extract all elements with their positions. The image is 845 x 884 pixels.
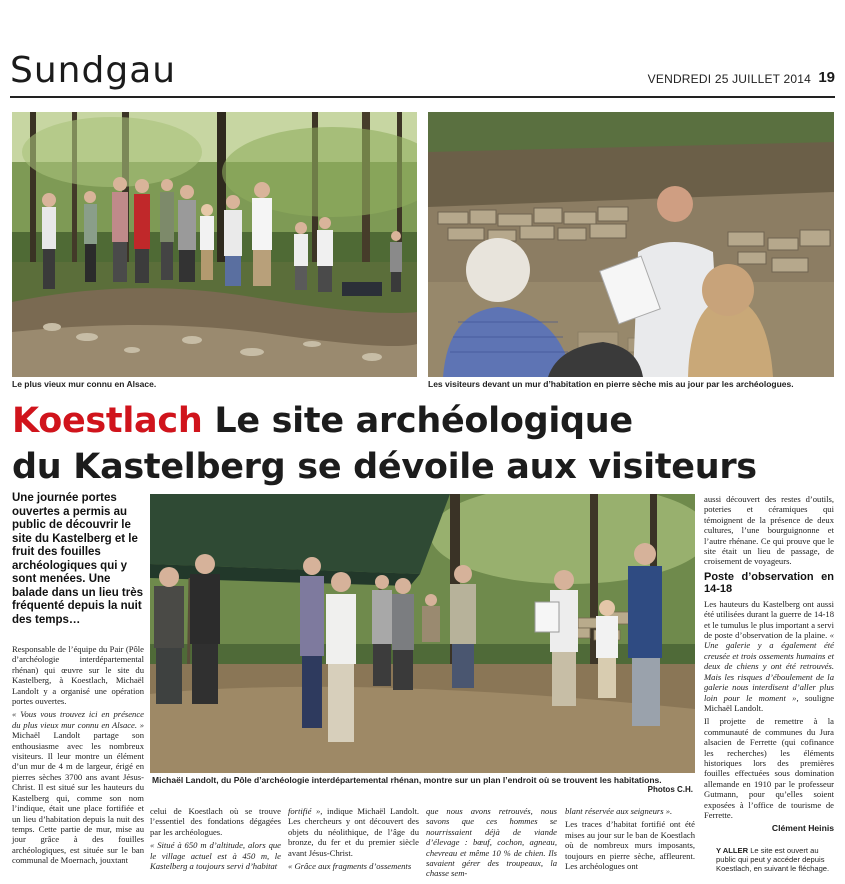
article-column-3 [288,806,419,874]
paragraph [12,709,144,865]
photo-oldest-wall [12,112,417,377]
article-column-4 [426,806,557,882]
article-column-1 [12,644,144,869]
paragraph: aussi découvert des restes d’outils, poteries et céramiques qui témoignent de la présence de deux cultures, l’une bourguignonne et l’autre rhénane. Ce qui prouve que le site était un lieu de passage, de croisement de voyageurs. [704,494,834,567]
photo-credit: Photos C.H. [647,785,693,794]
masthead [10,50,835,92]
article-column-6 [704,494,834,834]
paragraph [288,806,419,858]
quote: « Vous vous trouvez ici en présence du plus vieux mur connu en Alsace. » [12,709,144,730]
quote: fortifié » [288,806,321,816]
headline-line2: du Kastelberg se dévoile aux visiteurs [12,447,757,487]
photo-stone-wall [428,112,834,377]
paragraph-text: , indique Michaël Landolt. Les chercheurs y ont découvert des objets du néolithique, de l’âge du bronze, du fer et du premier siècle avant Jésus-Christ. [288,806,419,858]
paragraph [565,806,695,816]
page-number: 19 [818,69,835,86]
headline-place: Koestlach [12,401,203,441]
article-column-2 [150,806,281,874]
paragraph: celui de Koestlach où se trouve l’essentiel des fondations dégagées par les archéologues. [150,806,281,837]
article-lead: Une journée portes ouvertes a permis au public de découvrir le site du Kastelberg et le fruit des fouilles archéologiques qui y sont menées. Une balade dans un lieu très fréquenté depuis la nuit des temps… [12,492,144,626]
paragraph [426,806,557,879]
paragraph: Il projette de remettre à la communauté de communes du Jura alsacien de Ferrette (qui cofinance les recherches) les éléments historiques lors des premières fouilles effectuées sous domination allemande en 1910 par le professeur Gutmann, pour qu’elles soient exposées à l’office de tourisme de Ferrette. [704,716,834,820]
headline [12,398,832,490]
caption-top-left: Le plus vieux mur connu en Alsace. [12,379,157,389]
paragraph-text: Michaël Landolt partage son enthousiasme avec les nombreux visiteurs. Il leur montre un élément d’un mur de 4 m de largeur, érigé en pierres sèches 3700 ans avant Jésus-Christ. Il est situé sur les hauteurs du Kastelberg qui, comme son nom l’indique, était une place fortifiée et un lieu d’habitation depuis la nuit des temps. Cette partie de mur, mise au jour grâce à des fouilles archéologiques, est située sur le ban communal de Moernach, jouxtant [12,730,144,866]
paragraph: Responsable de l’équipe du Pair (Pôle d’archéologie interdépartemental rhénan) qui œuvre sur le site du Kastelberg, à Koestlach, Michaël Landolt y a organisé une opération portes ouvertes. [12,644,144,707]
article-column-5 [565,806,695,874]
caption-top-right: Les visiteurs devant un mur d’habitation en pierre sèche mis au jour par les archéologues. [428,379,794,389]
caption-main: Michaël Landolt, du Pôle d’archéologie interdépartemental rhénan, montre sur un plan l’endroit où se trouvent les habitations. [152,775,662,785]
paragraph-text: , souligne Michaël Landolt. [704,692,835,713]
publication-date: VENDREDI 25 JUILLET 2014 [647,72,811,86]
masthead-divider [10,96,835,98]
section-title: Sundgau [10,50,177,91]
info-lead: Y ALLER [716,846,749,855]
paragraph [704,599,834,713]
info-text: Le site est ouvert au public qui peut y accéder depuis Koestlach, en suivant le fléchage. [716,846,830,873]
paragraph [150,840,281,871]
quote: « Une galerie y a également été creusée et trois ossements humains et deux de chiens y ont été retrouvés. Mais les risques d’éboulement de la galerie nous interdisent d’aller plus loin pour le moment » [704,630,834,703]
practical-info [716,846,834,873]
paragraph: Les traces d’habitat fortifié ont été mises au jour sur le ban de Koestlach où de nombreux murs imposants, toujours en pierre sèche, affleurent. Les archéologues ont [565,819,695,872]
paragraph-text: Les hauteurs du Kastelberg ont aussi été utilisées durant la guerre de 14-18 et le tumulus le plus important a servi de poste d’observation de la plaine. [704,598,834,641]
article-subheading: Poste d’observation en 14-18 [704,570,834,596]
quote: blant réservée aux seigneurs ». [565,806,673,816]
quote: « Situé à 650 m d’altitude, alors que le village actuel est à 450 m, le Kastelberg a toujours servi d’habitat [150,840,281,872]
quote: que nous avons retrouvés, nous savons que ces hommes se nourrissaient déjà de viande d’élevage : bœuf, cochon, agneau, chevreau et même 10 % de chien. Ils savaient gérer des troupeaux, la chasse sem- [426,806,557,879]
author-signature: Clément Heinis [771,823,834,834]
paragraph [288,861,419,871]
quote: « Grâce aux fragments d’ossements [288,861,412,872]
headline-line1: Le site archéologique [214,401,633,441]
photo-landolt-plan [150,494,695,773]
